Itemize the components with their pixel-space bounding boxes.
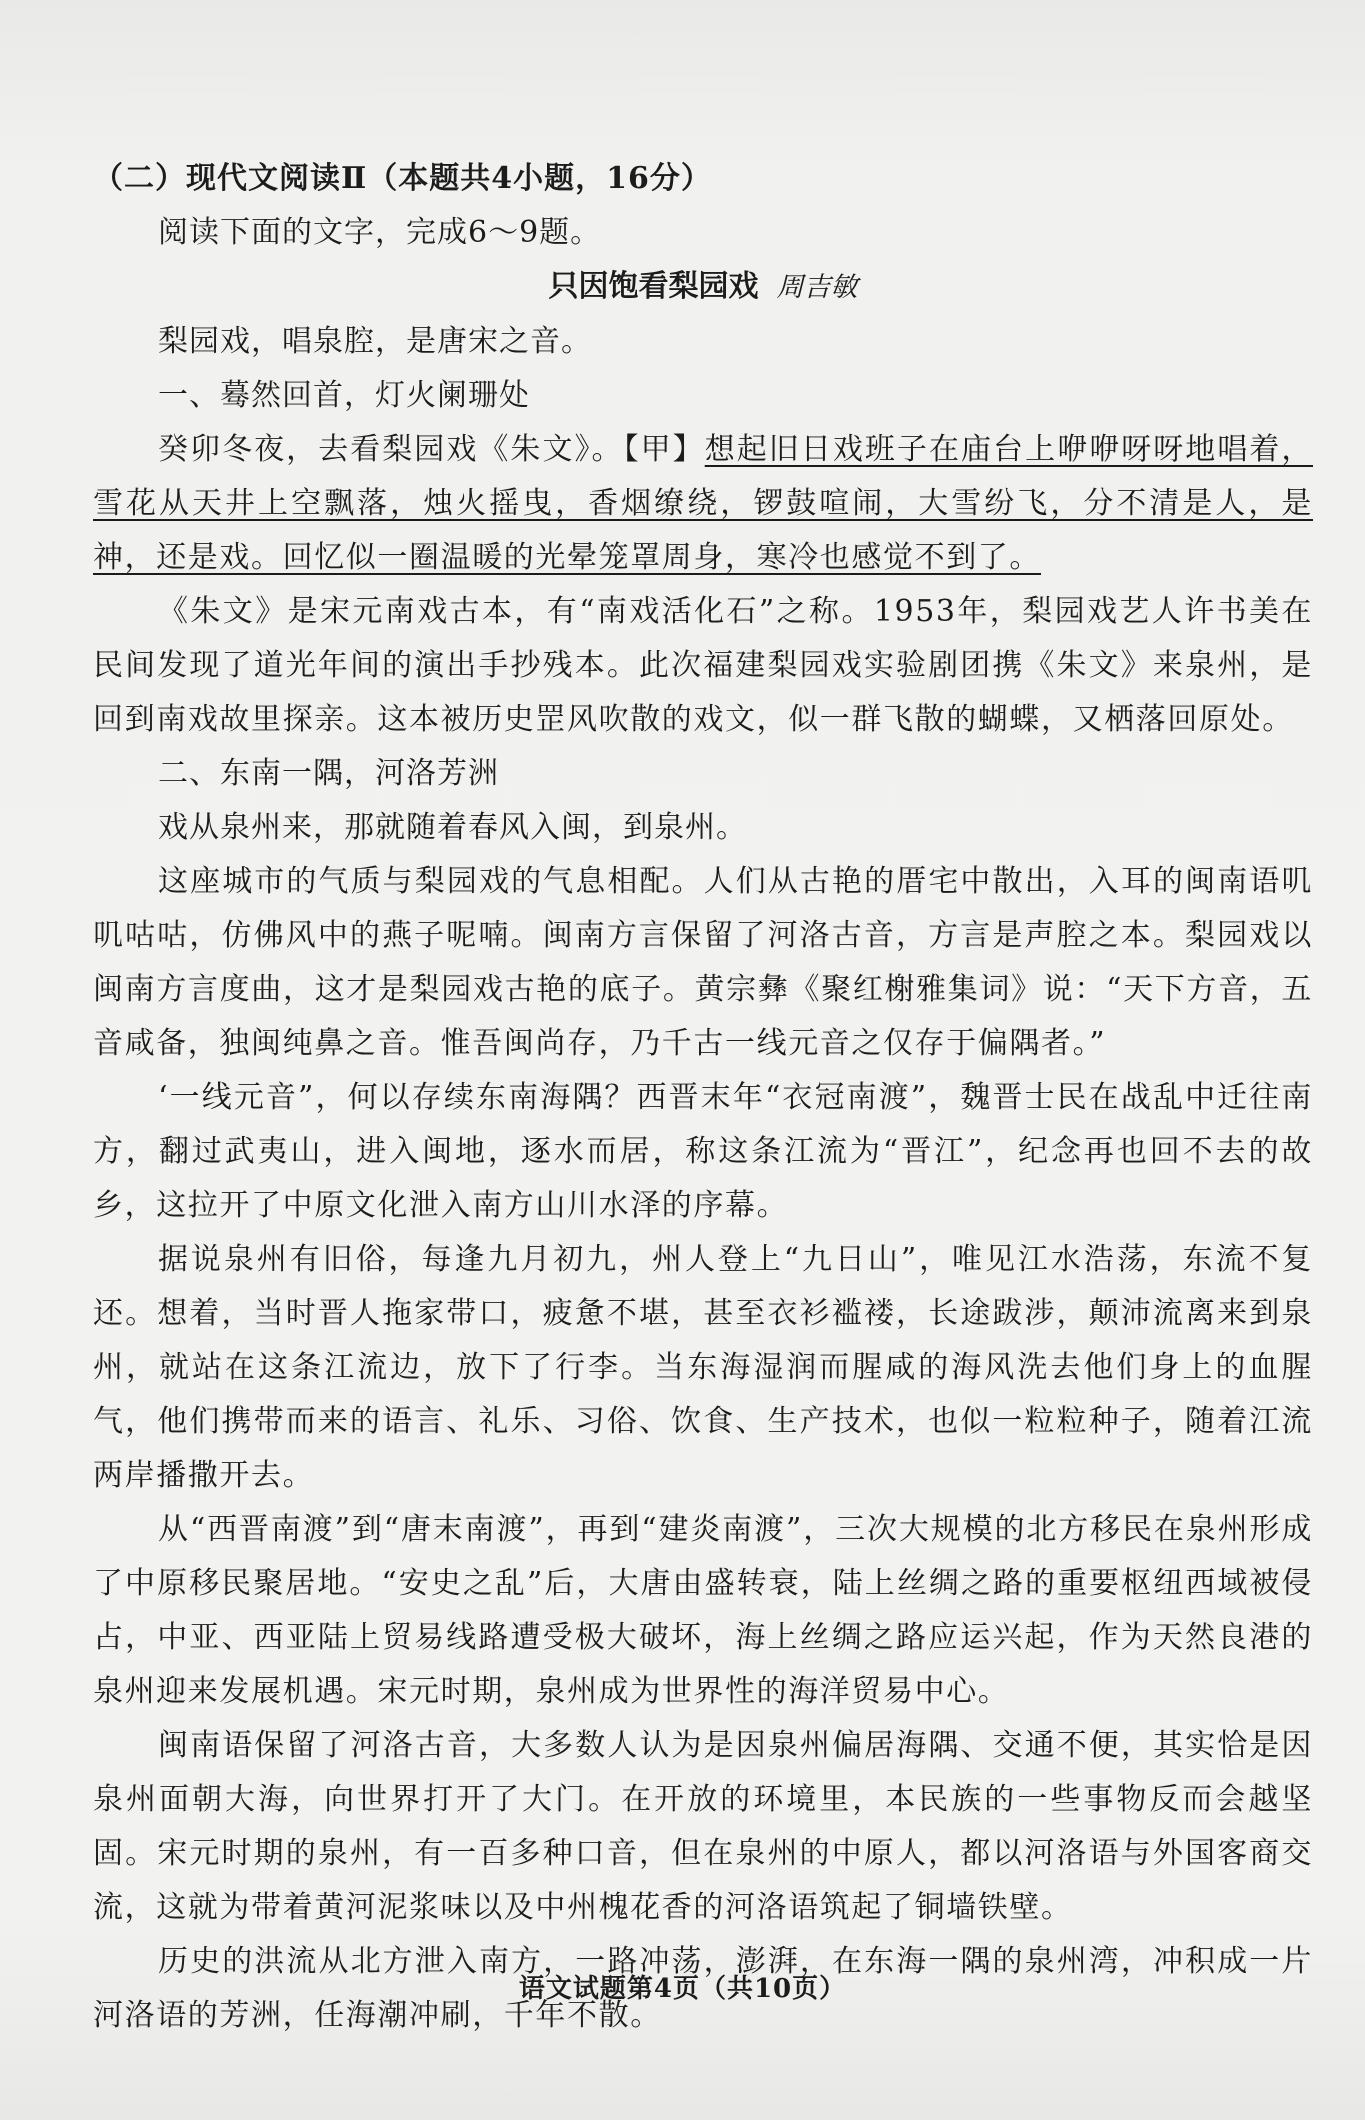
subheading-1: 一、蓦然回首，灯火阑珊处 (158, 378, 530, 413)
paragraph-5: 这座城市的气质与梨园戏的气息相配。人们从古艳的厝宅中散出，入耳的闽南语叽叽咕咕，仿佛风中的燕子呢喃。闽南方言保留了河洛古音，方言是声腔之本。梨园戏以闽南方言度曲，这才是梨园戏古艳的底子。黄宗彝《聚红榭雅集词》说：“天下方音，五音咸备，独闽纯鼻之音。惟吾闽尚存，乃千古一线元音之仅存于偏隅者。” (93, 864, 1313, 1061)
paragraph-1: 梨园戏，唱泉腔，是唐宋之音。 (158, 324, 592, 359)
marked-passage-jia: 想起旧日戏班子在庙台上咿咿呀呀地唱着，雪花从天井上空飘落，烛火摇曳，香烟缭绕，锣鼓喧闹，大雪纷飞，分不清是人，是神，还是戏。回忆似一圈温暖的光晕笼罩周身，寒冷也感觉不到了。 (93, 432, 1313, 575)
paragraph-9: 闽南语保留了河洛古音，大多数人认为是因泉州偏居海隅、交通不便，其实恰是因泉州面朝大海，向世界打开了大门。在开放的环境里，本民族的一些事物反而会越坚固。宋元时期的泉州，有一百多种口音，但在泉州的中原人，都以河洛语与外国客商交流，这就为带着黄河泥浆味以及中州槐花香的河洛语筑起了铜墙铁壁。 (93, 1728, 1313, 1925)
subheading-2: 二、东南一隅，河洛芳洲 (158, 756, 499, 791)
paragraph-4: 戏从泉州来，那就随着春风入闽，到泉州。 (158, 810, 747, 845)
article-title: 只因饱看梨园戏 (548, 269, 759, 304)
section-heading: （二）现代文阅读Ⅱ（本题共4小题，16分） (93, 161, 712, 196)
paragraph-10: 历史的洪流从北方泄入南方，一路冲荡，澎湃，在东海一隅的泉州湾，冲积成一片河洛语的芳洲，任海潮冲刷，千年不散。 (93, 1944, 1313, 2033)
paragraph-2-lead: 癸卯冬夜，去看梨园戏《朱文》。【甲】 (158, 432, 705, 467)
instruction-text: 阅读下面的文字，完成6～9题。 (158, 215, 602, 250)
paragraph-3: 《朱文》是宋元南戏古本，有“南戏活化石”之称。1953年，梨园戏艺人许书美在民间发现了道光年间的演出手抄残本。此次福建梨园戏实验剧团携《朱文》来泉州，是回到南戏故里探亲。这本被历史罡风吹散的戏文，似一群飞散的蝴蝶，又栖落回原处。 (93, 594, 1313, 737)
paragraph-7: 据说泉州有旧俗，每逢九月初九，州人登上“九日山”，唯见江水浩荡，东流不复还。想着，当时晋人拖家带口，疲惫不堪，甚至衣衫褴褛，长途跋涉，颠沛流离来到泉州，就站在这条江流边，放下了行李。当东海湿润而腥咸的海风洗去他们身上的血腥气，他们携带而来的语言、礼乐、习俗、饮食、生产技术，也似一粒粒种子，随着江流两岸播撒开去。 (93, 1242, 1313, 1493)
article-author: 周吉敏 (776, 272, 858, 303)
paragraph-2 (93, 423, 1313, 585)
reading-section (93, 152, 1313, 2043)
page-footer: 语文试题第4页（共10页） (518, 1974, 847, 2004)
paragraph-8: 从“西晋南渡”到“唐末南渡”，再到“建炎南渡”，三次大规模的北方移民在泉州形成了中原移民聚居地。“安史之乱”后，大唐由盛转衰，陆上丝绸之路的重要枢纽西域被侵占，中亚、西亚陆上贸易线路遭受极大破坏，海上丝绸之路应运兴起，作为天然良港的泉州迎来发展机遇。宋元时期，泉州成为世界性的海洋贸易中心。 (93, 1512, 1313, 1709)
paragraph-6: ‘一线元音”，何以存续东南海隅？西晋末年“衣冠南渡”，魏晋士民在战乱中迁往南方，翻过武夷山，进入闽地，逐水而居，称这条江流为“晋江”，纪念再也回不去的故乡，这拉开了中原文化泄入南方山川水泽的序幕。 (93, 1080, 1313, 1223)
article-title-row (93, 260, 1313, 315)
